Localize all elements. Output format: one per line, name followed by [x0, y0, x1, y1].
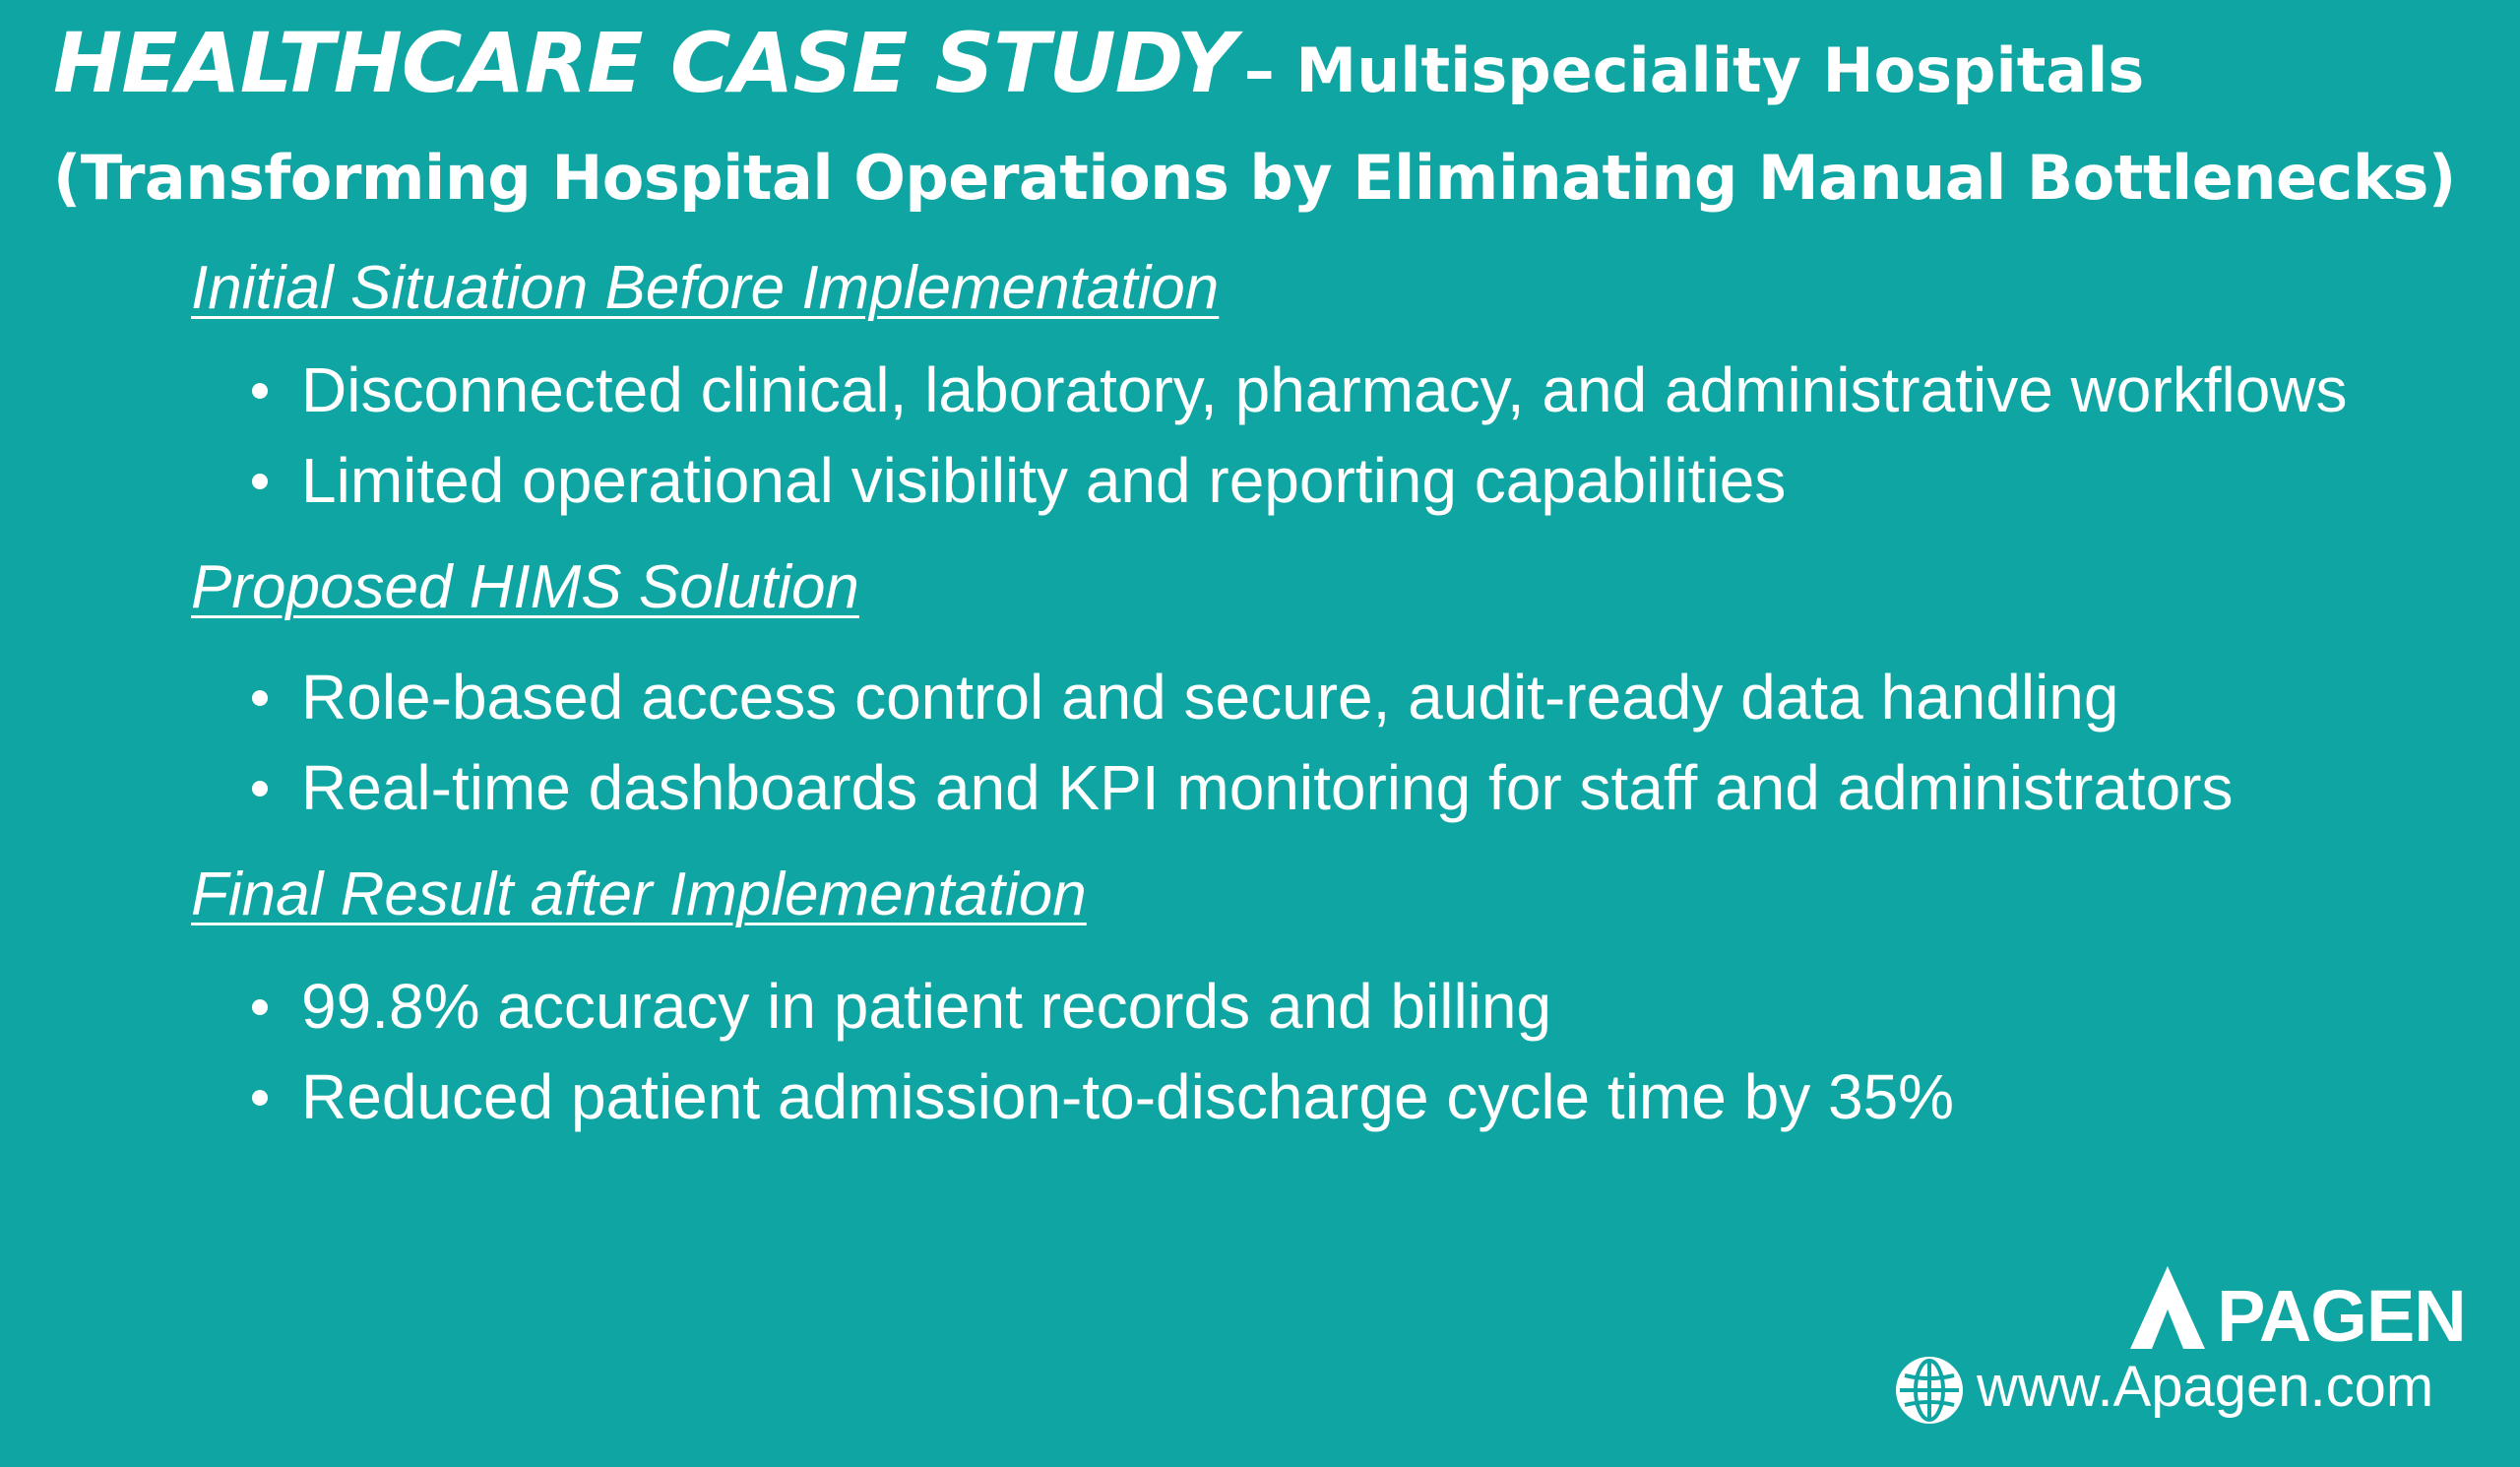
- section-heading-proposed-solution: Proposed HIMS Solution: [191, 553, 859, 621]
- list-item: [252, 445, 1787, 516]
- list-item-text: Limited operational visibility and reporting capabilities: [301, 445, 1787, 516]
- list-item-text: Reduced patient admission-to-discharge cycle time by 35%: [301, 1061, 1955, 1132]
- logo-a-icon: [2118, 1262, 2217, 1351]
- section-heading-initial-situation: Initial Situation Before Implementation: [191, 254, 1220, 322]
- list-item: [252, 354, 2348, 425]
- logo-text: PAGEN: [2217, 1275, 2466, 1357]
- list-item-text: Role-based access control and secure, audit-ready data handling: [301, 662, 2119, 733]
- title-line: [53, 15, 2145, 111]
- list-item-text: Real-time dashboards and KPI monitoring for staff and administrators: [301, 752, 2234, 823]
- list-item: [252, 662, 2119, 733]
- list-item-text: 99.8% accuracy in patient records and billing: [301, 971, 1552, 1042]
- website-url[interactable]: www.Apagen.com: [1977, 1355, 2434, 1419]
- bullet-dot-icon: [252, 1090, 268, 1106]
- section-heading-final-result: Final Result after Implementation: [191, 861, 1087, 928]
- bullet-dot-icon: [252, 690, 268, 706]
- page-title: HEALTHCARE CASE STUDY: [53, 15, 1235, 111]
- list-item: [252, 1061, 1955, 1132]
- globe-icon: [1894, 1355, 1965, 1426]
- bullet-dot-icon: [252, 781, 268, 797]
- page-subtitle: (Transforming Hospital Operations by Eliminating Manual Bottlenecks): [53, 142, 2456, 214]
- bullet-dot-icon: [252, 383, 268, 399]
- page-title-suffix: – Multispeciality Hospitals: [1243, 34, 2145, 106]
- bullet-dot-icon: [252, 999, 268, 1015]
- list-item: [252, 971, 1552, 1042]
- list-item: [252, 752, 2234, 823]
- list-item-text: Disconnected clinical, laboratory, pharmacy, and administrative workflows: [301, 354, 2348, 425]
- bullet-dot-icon: [252, 474, 268, 489]
- apagen-logo: [2118, 1262, 2466, 1357]
